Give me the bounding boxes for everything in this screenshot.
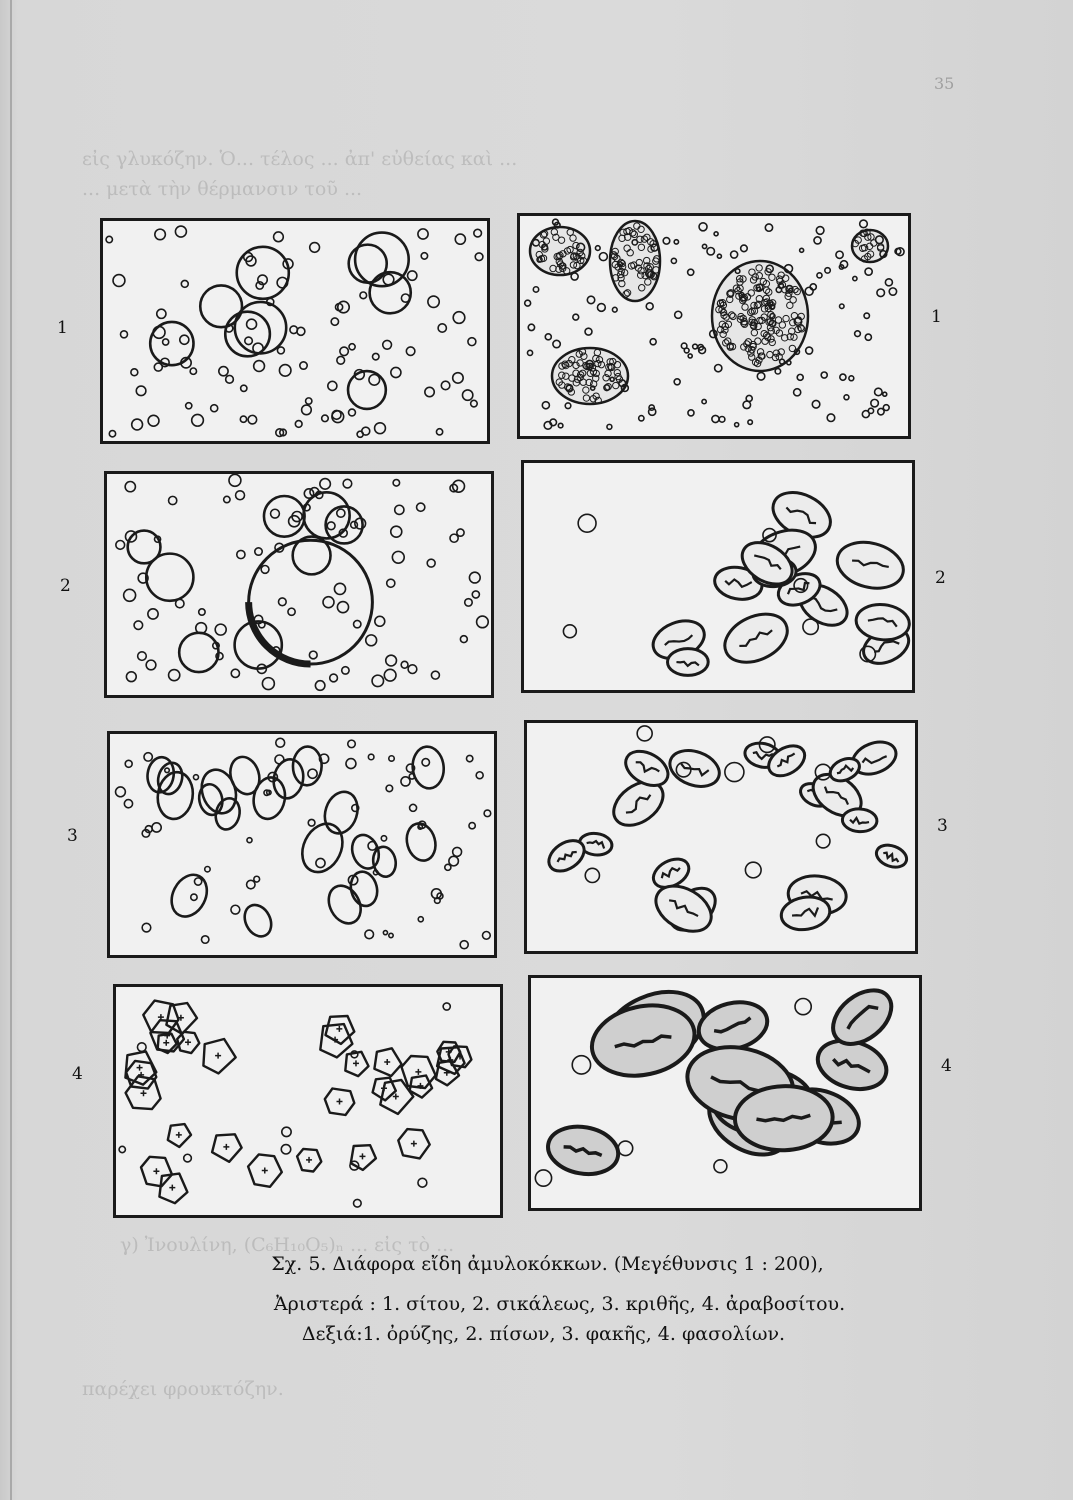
granules	[543, 726, 909, 941]
granule-drawing	[520, 216, 908, 436]
granules	[116, 738, 491, 948]
granule-drawing	[531, 978, 919, 1208]
figure-panel-wheat	[100, 218, 490, 444]
row-label-right: 1	[931, 307, 942, 327]
bleed-through-text: εἰς γλυκόζην. Ὁ... τέλος ... ἀπ' εὐθείας καὶ ...	[82, 148, 518, 170]
granules	[106, 226, 483, 437]
row-label-left: 3	[67, 826, 78, 846]
granules	[116, 474, 488, 690]
row-label-right: 3	[937, 816, 948, 836]
granules	[525, 219, 904, 429]
row-label-left: 4	[72, 1064, 83, 1084]
figure-panel-maize	[113, 984, 503, 1218]
granule-drawing	[103, 221, 487, 441]
figure-panel-rye	[104, 471, 494, 698]
bleed-through-text: γ) Ἰνουλίνη, (C₆H₁₀O₅)ₙ ... εἰς τὸ ...	[120, 1234, 455, 1256]
granules	[119, 1001, 471, 1207]
figure-caption-right: Δεξιά:1. ὀρύζης, 2. πίσων, 3. φακῆς, 4. φασολίων.	[301, 1323, 786, 1345]
granules	[563, 484, 912, 676]
granules	[535, 978, 901, 1186]
figure-panel-rice	[517, 213, 911, 439]
page-number: 35	[934, 74, 955, 93]
row-label-left: 2	[60, 576, 71, 596]
row-label-left: 1	[57, 318, 68, 338]
bleed-through-text: ... μετὰ τὴν θέρμανσιν τοῦ ...	[82, 178, 363, 200]
bleed-through-text: παρέχει φρουκτόζην.	[82, 1378, 284, 1400]
figure-panel-bean	[528, 975, 922, 1211]
figure-panel-barley	[107, 731, 497, 958]
granule-drawing	[527, 723, 915, 951]
granule-drawing	[110, 734, 494, 955]
granule-drawing	[107, 474, 491, 695]
page-edge	[10, 0, 12, 1500]
granule-drawing	[524, 463, 912, 690]
figure-caption-left: Ἀριστερά : 1. σίτου, 2. σικάλεως, 3. κριθῆς, 4. ἀραβοσίτου.	[273, 1293, 846, 1315]
figure-caption-title: Σχ. 5. Διάφορα εἴδη ἀμυλοκόκκων. (Μεγέθυνσις 1 : 200),	[271, 1253, 824, 1275]
row-label-right: 4	[941, 1056, 952, 1076]
row-label-right: 2	[935, 568, 946, 588]
figure-panel-lentil	[524, 720, 918, 954]
figure-panel-pea	[521, 460, 915, 693]
granule-drawing	[116, 987, 500, 1215]
